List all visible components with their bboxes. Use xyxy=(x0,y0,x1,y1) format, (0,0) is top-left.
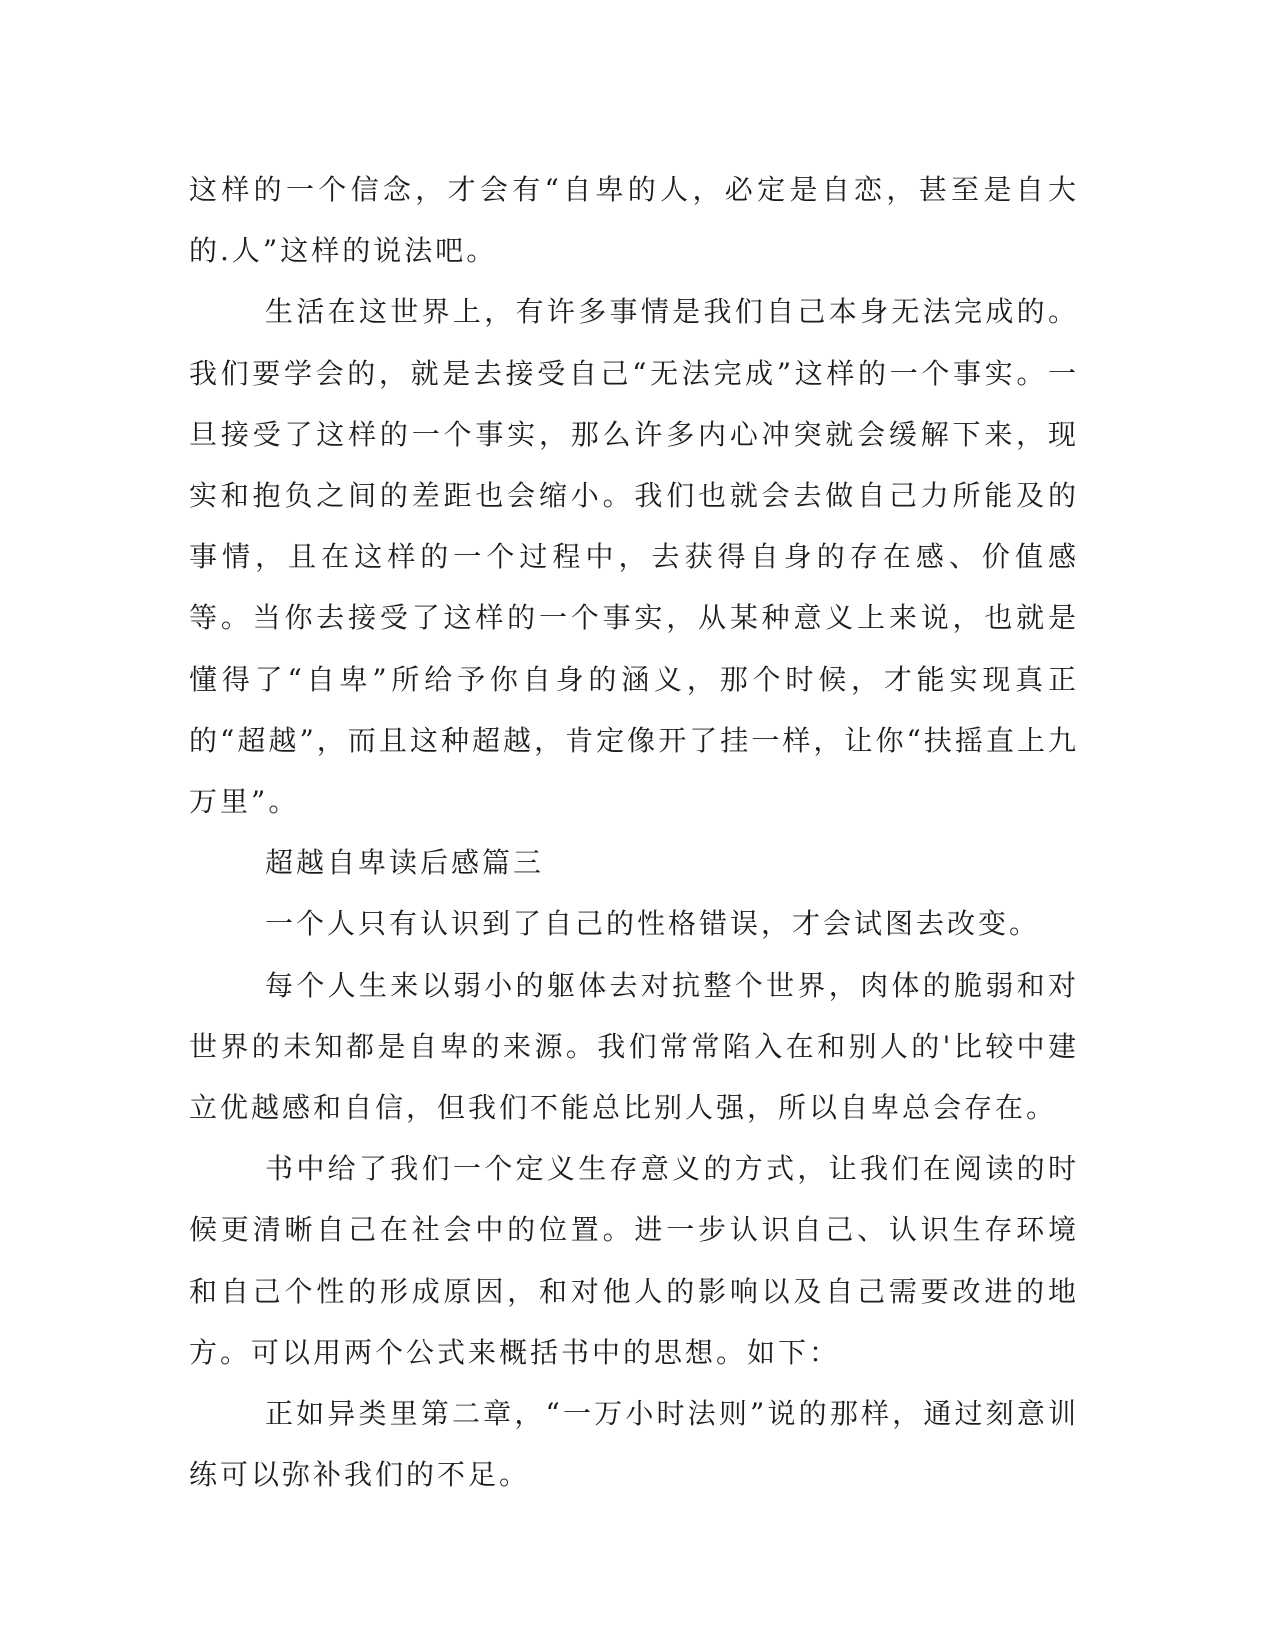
paragraph-2: 生活在这世界上，有许多事情是我们自己本身无法完成的。我们要学会的，就是去接受自己“无法完成”这样的一个事实。一旦接受了这样的一个事实，那么许多内心冲突就会缓解下来，现实和抱负之间的差距也会缩小。我们也就会去做自己力所能及的事情，且在这样的一个过程中，去获得自身的存在感、价值感等。当你去接受了这样的一个事实，从某种意义上来说，也就是懂得了“自卑”所给予你自身的涵义，那个时候，才能实现真正的“超越”，而且这种超越，肯定像开了挂一样，让你“扶摇直上九万里”。 xyxy=(189,295,1079,819)
section-heading: 超越自卑读后感篇三 xyxy=(265,846,545,880)
paragraph-3: 一个人只有认识到了自己的性格错误，才会试图去改变。 xyxy=(265,907,1041,941)
body-text xyxy=(189,159,1079,1505)
paragraph-5: 书中给了我们一个定义生存意义的方式，让我们在阅读的时候更清晰自己在社会中的位置。进一步认识自己、认识生存环境和自己个性的形成原因，和对他人的影响以及自己需要改进的地方。可以用两个公式来概括书中的思想。如下： xyxy=(189,1152,1079,1369)
paragraph-4: 每个人生来以弱小的躯体去对抗整个世界，肉体的脆弱和对世界的未知都是自卑的来源。我们常常陷入在和别人的'比较中建立优越感和自信，但我们不能总比别人强，所以自卑总会存在。 xyxy=(189,968,1079,1125)
paragraph-6: 正如异类里第二章，“一万小时法则”说的那样，通过刻意训练可以弥补我们的不足。 xyxy=(189,1397,1079,1492)
paragraph-1: 这样的一个信念，才会有“自卑的人，必定是自恋，甚至是自大的.人”这样的说法吧。 xyxy=(189,173,1079,268)
